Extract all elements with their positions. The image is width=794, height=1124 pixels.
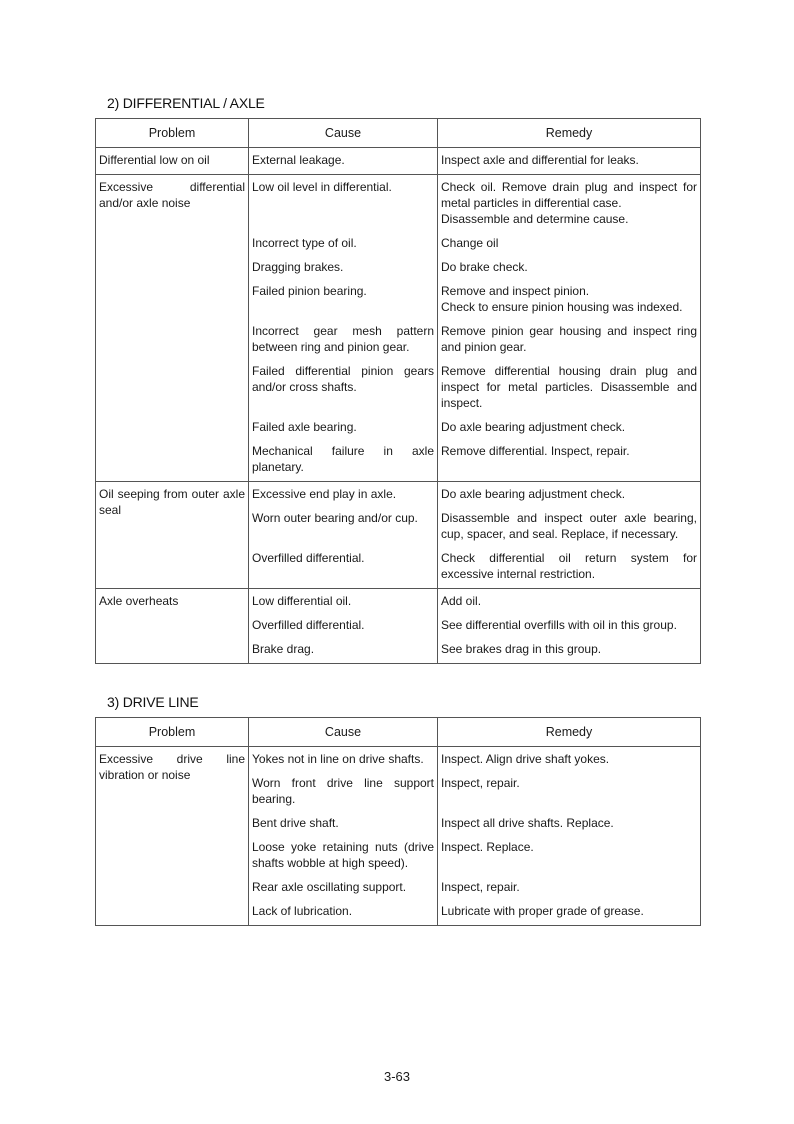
cause-cell: Worn outer bearing and/or cup. [249,508,438,548]
remedy-cell: Inspect axle and differential for leaks. [438,148,701,175]
problem-cell: Differential low on oil [96,148,249,175]
header-remedy: Remedy [438,119,701,148]
cause-cell: Failed axle bearing. [249,417,438,441]
remedy-cell: Change oil [438,233,701,257]
cause-cell: External leakage. [249,148,438,175]
page-number: 3-63 [383,1069,411,1084]
remedy-cell: Add oil. [438,589,701,616]
cause-cell: Rear axle oscillating support. [249,877,438,901]
header-cause: Cause [249,119,438,148]
remedy-cell: Lubricate with proper grade of grease. [438,901,701,926]
section-title-differential: 2) DIFFERENTIAL / AXLE [107,95,265,111]
header-problem: Problem [96,119,249,148]
header-problem: Problem [96,718,249,747]
remedy-cell: Remove differential housing drain plug and inspect for metal particles. Disassemble and inspect. [438,361,701,417]
cause-cell: Dragging brakes. [249,257,438,281]
table-header-row [96,119,701,148]
cause-cell: Worn front drive line support bearing. [249,773,438,813]
cause-cell: Excessive end play in axle. [249,482,438,509]
cause-cell: Brake drag. [249,639,438,664]
problem-cell: Axle overheats [96,589,249,664]
remedy-cell: Disassemble and inspect outer axle bearing, cup, spacer, and seal. Replace, if necessary. [438,508,701,548]
remedy-cell: Remove and inspect pinion. Check to ensure pinion housing was indexed. [438,281,701,321]
cause-cell: Incorrect gear mesh pattern between ring and pinion gear. [249,321,438,361]
cause-cell: Bent drive shaft. [249,813,438,837]
remedy-cell: See brakes drag in this group. [438,639,701,664]
cause-cell: Loose yoke retaining nuts (drive shafts wobble at high speed). [249,837,438,877]
problem-cell: Excessive differential and/or axle noise [96,175,249,482]
table-body [96,747,701,926]
cause-cell: Failed pinion bearing. [249,281,438,321]
table-row [96,589,701,616]
table-body [96,148,701,664]
cause-cell: Incorrect type of oil. [249,233,438,257]
problem-cell: Excessive drive line vibration or noise [96,747,249,926]
table-row [96,175,701,234]
problem-cell: Oil seeping from outer axle seal [96,482,249,589]
cause-cell: Low oil level in differential. [249,175,438,234]
table-row [96,148,701,175]
remedy-cell: Check differential oil return system for excessive internal restriction. [438,548,701,589]
cause-cell: Yokes not in line on drive shafts. [249,747,438,774]
remedy-cell: Inspect all drive shafts. Replace. [438,813,701,837]
cause-cell: Overfilled differential. [249,615,438,639]
remedy-cell: Inspect. Replace. [438,837,701,877]
remedy-cell: Remove pinion gear housing and inspect ring and pinion gear. [438,321,701,361]
remedy-cell: Do brake check. [438,257,701,281]
drive-line-table [95,717,701,926]
cause-cell: Overfilled differential. [249,548,438,589]
differential-axle-table [95,118,701,664]
remedy-cell: Check oil. Remove drain plug and inspect for metal particles in differential case. Disassemble and determine cause. [438,175,701,234]
remedy-cell: Do axle bearing adjustment check. [438,482,701,509]
cause-cell: Failed differential pinion gears and/or cross shafts. [249,361,438,417]
table-row [96,482,701,509]
remedy-cell: Do axle bearing adjustment check. [438,417,701,441]
cause-cell: Lack of lubrication. [249,901,438,926]
remedy-cell: See differential overfills with oil in this group. [438,615,701,639]
remedy-cell: Inspect, repair. [438,773,701,813]
remedy-cell: Remove differential. Inspect, repair. [438,441,701,482]
cause-cell: Low differential oil. [249,589,438,616]
section-title-drive-line: 3) DRIVE LINE [107,694,199,710]
remedy-cell: Inspect, repair. [438,877,701,901]
table-row [96,747,701,774]
header-remedy: Remedy [438,718,701,747]
table-header-row [96,718,701,747]
cause-cell: Mechanical failure in axle planetary. [249,441,438,482]
header-cause: Cause [249,718,438,747]
remedy-cell: Inspect. Align drive shaft yokes. [438,747,701,774]
